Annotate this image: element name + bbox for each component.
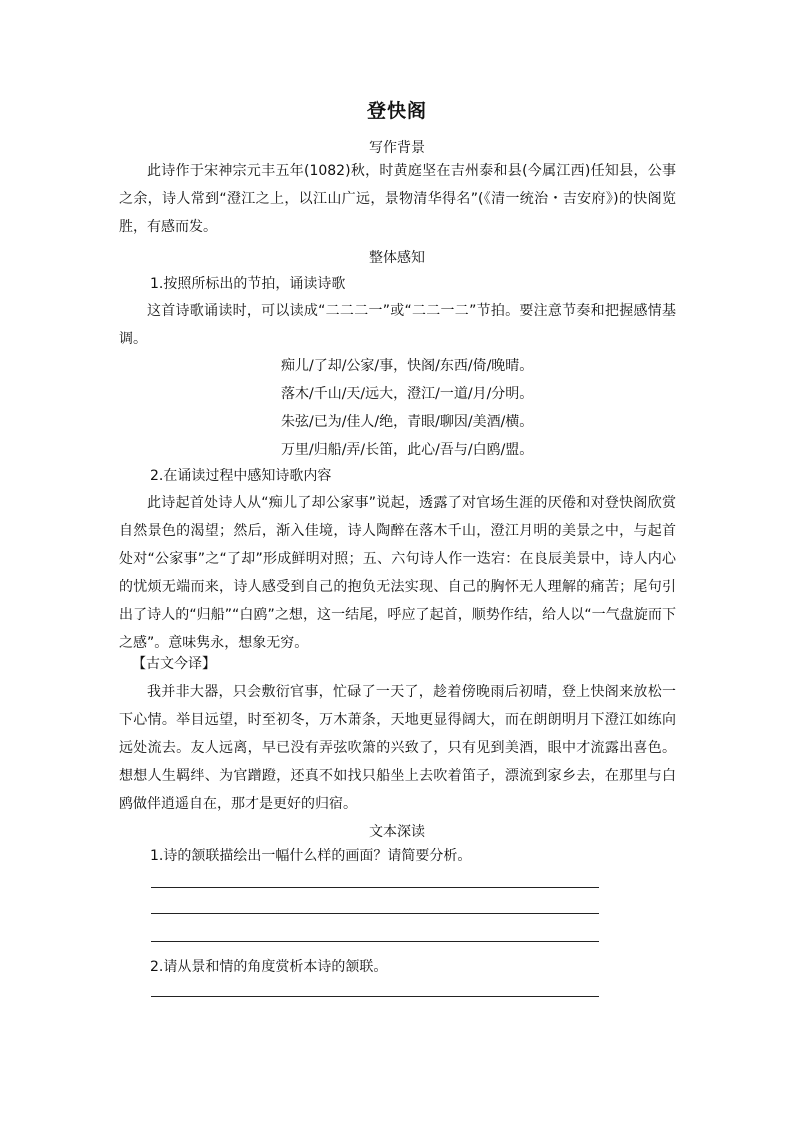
poem-line: 朱弦/已为/佳人/绝，青眼/聊因/美酒/横。 xyxy=(281,414,534,430)
background-paragraph: 此诗作于宋神宗元丰五年(1082)秋，时黄庭坚在吉州泰和县(今属江西)任知县，公事之余，诗人常到“澄江之上，以江山广远，景物清华得名”(《清一统治・吉安府》)的快阁览胜，有感而发。 xyxy=(119,163,676,235)
answer-line xyxy=(151,996,599,997)
section-heading-overview: 整体感知 xyxy=(369,250,425,266)
page-title: 登快阁 xyxy=(366,100,427,122)
question-1: 1.诗的颔联描绘出一幅什么样的画面？请简要分析。 xyxy=(150,848,472,864)
poem-lines xyxy=(281,352,533,464)
poem-line: 万里/归船/弄/长笛，此心/吾与/白鸥/盟。 xyxy=(281,442,534,458)
answer-line xyxy=(151,913,599,914)
poem-line: 落木/千山/天/远大，澄江/一道/月/分明。 xyxy=(281,386,534,402)
answer-line xyxy=(151,941,599,942)
rhythm-paragraph: 这首诗歌诵读时，可以读成“二二二一”或“二二一二”节拍。要注意节奏和把握感情基调。 xyxy=(119,303,676,347)
answer-line xyxy=(151,887,599,888)
section-heading-background: 写作背景 xyxy=(369,140,425,156)
overview-item-2: 2.在诵读过程中感知诗歌内容 xyxy=(150,468,332,484)
translation-paragraph: 我并非大器，只会敷衍官事，忙碌了一天了，趁着傍晚雨后初晴，登上快阁来放松一下心情。举目远望，时至初冬，万木萧条，天地更显得阔大，而在朗朗明月下澄江如练向远处流去。友人远离，早已没有弄弦吹箫的兴致了，只有见到美酒，眼中才流露出喜色。想想人生羁绊、为官蹭蹬，还真不如找只船坐上去吹着笛子，漂流到家乡去，在那里与白鸥做伴逍遥自在，那才是更好的归宿。 xyxy=(119,684,676,812)
overview-item-1: 1.按照所标出的节拍，诵读诗歌 xyxy=(150,276,346,292)
section-heading-deep-reading: 文本深读 xyxy=(369,824,425,840)
poem-line: 痴儿/了却/公家/事，快阁/东西/倚/晚晴。 xyxy=(281,358,534,374)
question-2: 2.请从景和情的角度赏析本诗的颔联。 xyxy=(150,959,388,975)
translation-heading: 【古文今译】 xyxy=(132,656,216,672)
content-paragraph: 此诗起首处诗人从“痴儿了却公家事”说起，透露了对官场生涯的厌倦和对登快阁欣赏自然景色的渴望；然后，渐入佳境，诗人陶醉在落木千山，澄江月明的美景之中，与起首处对“公家事”之“了却”形成鲜明对照；五、六句诗人作一迭宕：在良辰美景中，诗人内心的忧烦无端而来，诗人感受到自己的抱负无法实现、自己的胸怀无人理解的痛苦；尾句引出了诗人的“归船”“白鸥”之想，这一结尾，呼应了起首，顺势作结，给人以“一气盘旋而下之感”。意味隽永，想象无穷。 xyxy=(119,495,676,651)
